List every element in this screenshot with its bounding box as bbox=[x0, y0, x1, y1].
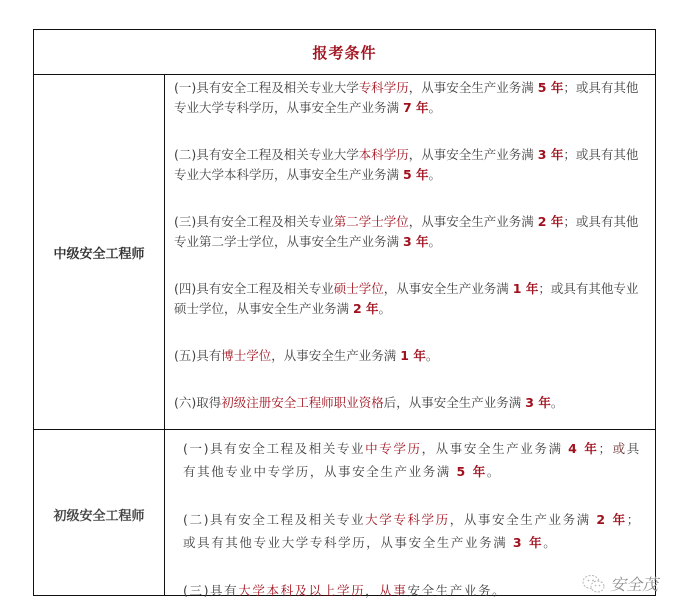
condition-item bbox=[174, 346, 647, 366]
highlighted-text: 专科学历 bbox=[358, 80, 409, 95]
condition-text: ，从事安全生产业务满 bbox=[449, 512, 597, 527]
years-value: 3 年 bbox=[512, 535, 544, 550]
condition-text: (一)具有安全工程及相关专业大学 bbox=[174, 80, 359, 95]
years-value: 1 年 bbox=[400, 348, 426, 363]
years-value: 3 年 bbox=[537, 147, 564, 162]
watermark bbox=[582, 572, 658, 595]
condition-text: 安全生产业务。 bbox=[407, 583, 507, 598]
condition-item bbox=[174, 145, 647, 185]
condition-text: 。 bbox=[428, 167, 442, 182]
condition-text: (二)具有安全工程及相关专业大学 bbox=[174, 147, 359, 162]
condition-text: 。 bbox=[428, 234, 442, 249]
years-value: 3 年 bbox=[402, 234, 429, 249]
condition-text: 。 bbox=[486, 464, 501, 479]
condition-item bbox=[174, 279, 647, 319]
condition-text: ，从事安全生产业务满 bbox=[408, 214, 538, 229]
table-header bbox=[34, 30, 655, 75]
row-label: 中级安全工程师 bbox=[53, 246, 145, 262]
condition-text: ，从事安全生产业务满 bbox=[408, 147, 538, 162]
years-value: 7 年 bbox=[402, 100, 429, 115]
years-value: 1 年 bbox=[512, 281, 539, 296]
condition-text: 。 bbox=[378, 301, 392, 316]
condition-text: (二)具有安全工程及相关专业 bbox=[183, 512, 366, 527]
years-value: 3 年 bbox=[525, 395, 551, 410]
condition-text: (四)具有安全工程及相关专业 bbox=[174, 281, 334, 296]
years-value: 2 年 bbox=[352, 301, 379, 316]
highlighted-text: 初级注册安全工程师职业资格 bbox=[221, 395, 384, 410]
condition-item bbox=[183, 437, 645, 483]
table-row-junior bbox=[34, 430, 655, 598]
years-value: 5 年 bbox=[402, 167, 429, 182]
highlighted-text: 博士学位 bbox=[221, 348, 272, 363]
condition-text: (一)具有安全工程及相关专业 bbox=[183, 441, 366, 456]
condition-text: 。 bbox=[428, 100, 442, 115]
condition-item bbox=[183, 579, 645, 602]
condition-text: 后，从事安全生产业务满 bbox=[383, 395, 526, 410]
years-value: 5 年 bbox=[537, 80, 564, 95]
condition-text: (五)具有 bbox=[174, 348, 222, 363]
table-row-intermediate bbox=[34, 75, 655, 430]
condition-text: ；或具有其他专业硕士学位，从事安全生产业务满 bbox=[174, 281, 639, 316]
condition-text: ，从事安全生产业务满 bbox=[408, 80, 538, 95]
highlighted-text: 中专学历 bbox=[365, 441, 422, 456]
row-content-cell bbox=[165, 430, 655, 598]
years-value: 4 年 bbox=[568, 441, 599, 456]
years-value: 2 年 bbox=[596, 512, 627, 527]
row-label-cell bbox=[34, 430, 165, 595]
condition-text: 具有其他专业中专学历，从事安全生产业务满 bbox=[183, 441, 641, 479]
years-value: 2 年 bbox=[537, 214, 564, 229]
highlighted-text: 本科学历 bbox=[358, 147, 409, 162]
condition-text: ；或具有其他专业大学专科学历，从事安全生产业务满 bbox=[183, 512, 641, 550]
condition-text: ； bbox=[598, 441, 613, 456]
row-label: 初级安全工程师 bbox=[53, 509, 145, 524]
condition-text: 。 bbox=[550, 395, 564, 410]
years-value: 5 年 bbox=[456, 464, 487, 479]
wechat-icon bbox=[582, 574, 606, 594]
condition-text: 。 bbox=[543, 535, 558, 550]
condition-text: ，从事安全生产业务满 bbox=[383, 281, 513, 296]
highlighted-text: 从事 bbox=[379, 583, 408, 598]
condition-text: ，从事安全生产业务满 bbox=[421, 441, 569, 456]
condition-item bbox=[183, 508, 645, 554]
highlighted-text: 大学本科及以上学历 bbox=[238, 583, 366, 598]
condition-text: (三)具有安全工程及相关专业 bbox=[174, 214, 334, 229]
row-label-cell bbox=[34, 75, 165, 429]
condition-item bbox=[174, 78, 647, 118]
condition-text: ；或具有其他专业大学本科学历，从事安全生产业务满 bbox=[174, 147, 639, 182]
highlighted-text: 硕士学位 bbox=[333, 281, 384, 296]
table-title: 报考条件 bbox=[312, 43, 377, 62]
row-content-cell bbox=[165, 75, 655, 429]
condition-text: (三)具有 bbox=[183, 583, 239, 598]
condition-text: ，从事安全生产业务满 bbox=[271, 348, 401, 363]
condition-text: 。 bbox=[425, 348, 439, 363]
condition-text: ；或具有其他专业第二学士学位，从事安全生产业务满 bbox=[174, 214, 639, 249]
highlighted-text: 大学专科学历 bbox=[365, 512, 450, 527]
highlighted-text: 第二学士学位 bbox=[333, 214, 409, 229]
condition-text: ；或具有其他专业大学专科学历，从事安全生产业务满 bbox=[174, 80, 639, 115]
requirements-table bbox=[33, 29, 659, 598]
condition-text: ， bbox=[365, 583, 380, 598]
condition-text: (六)取得 bbox=[174, 395, 222, 410]
condition-item bbox=[174, 212, 647, 252]
condition-text: 或 bbox=[612, 441, 627, 456]
condition-item bbox=[174, 393, 647, 413]
watermark-text: 安全茂 bbox=[610, 575, 659, 594]
